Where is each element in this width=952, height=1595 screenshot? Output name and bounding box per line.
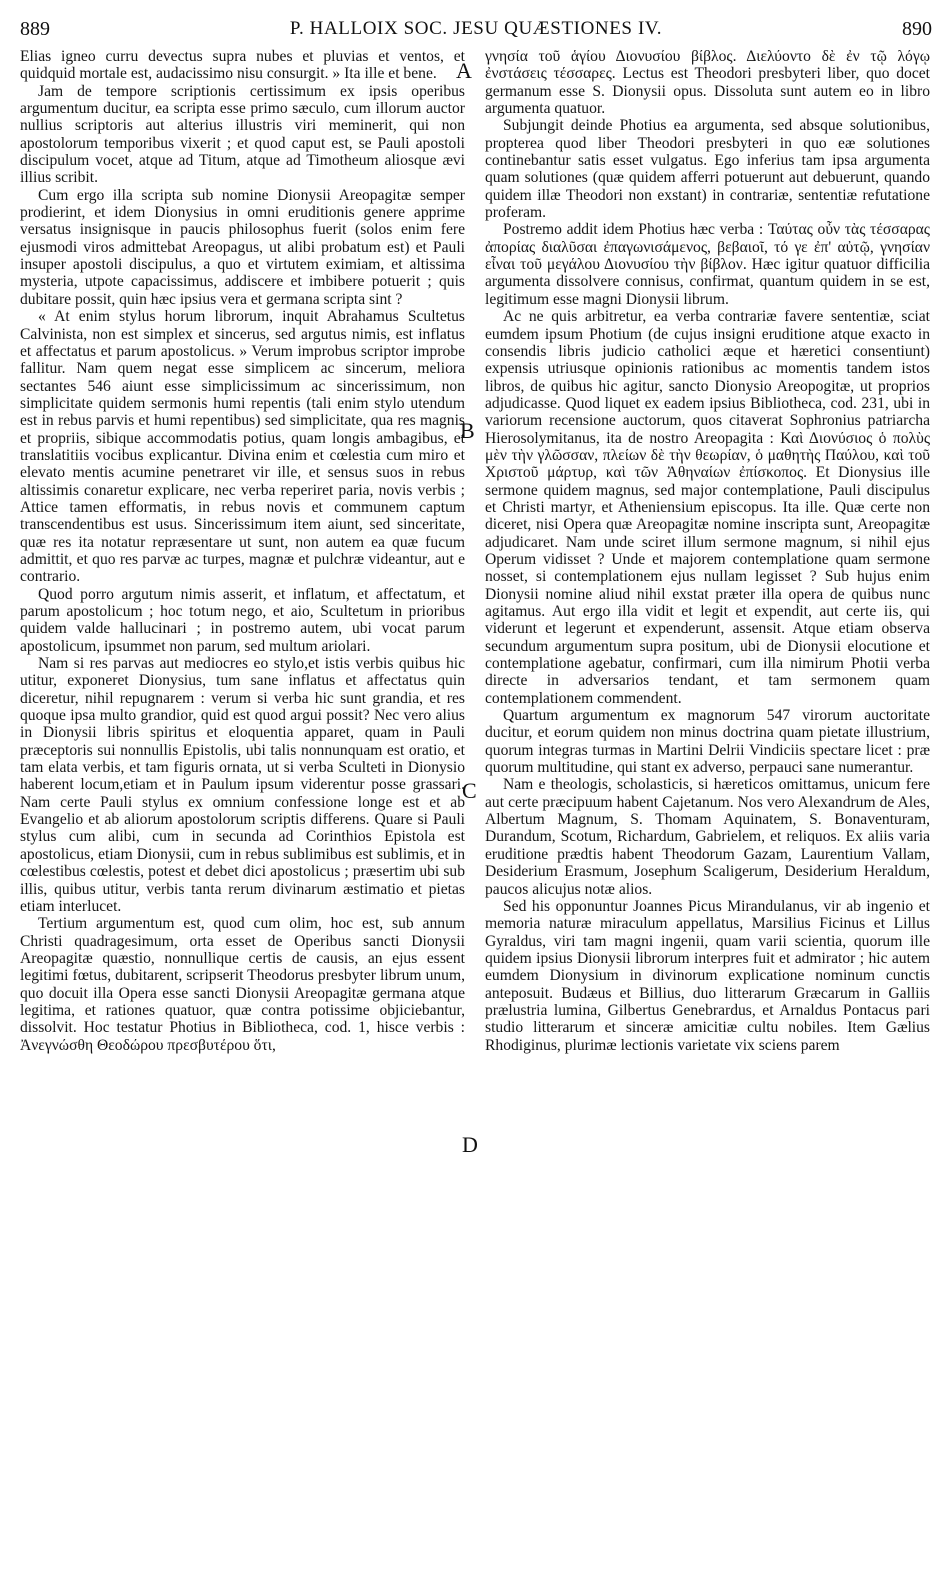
running-header (20, 18, 932, 44)
margin-marker-d: D (462, 1132, 478, 1157)
paragraph: « At enim stylus horum librorum, inquit Abrahamus Scultetus Calvinista, non est simplex et sincerus, sed argutus nimis, est inflatus et affectatus et parum apostolicus. » Verum improbus scriptor improbe fallitur. Nam quem negat esse simplicem ac sincerum, meliora sectantes 546 aiunt esse simplicissimum ac sincerissimum, non simplicitate quidem sermonis humi repentis (tali enim stylo utendum est in rebus parvis et humi repentibus) sed simplicitate, qua res magnis et propriis, sibique accommodatis potius, quam longis ambagibus, et translatitiis vocibus explicantur. Divina enim et cœlestia cum miro et elevato mentis acumine penetraret vir ille, et sensus suos in rebus altissimis conaretur explicare, nec verba reperiret paria, novis verbis ; Attice tamen efformatis, in rebus novis et communem captum transcendentibus est usus. Sincerissimum item aiunt, sed sinceritate, quæ res ita notatur repræsentare ut sunt, non autem ea quæ fucum admittit, et quo res parvæ ac turpes, magnæ et pulchræ videantur, aut e contrario. (20, 308, 465, 586)
paragraph: Subjungit deinde Photius ea argumenta, sed absque solutionibus, propterea quod liber Theodori presbyteri in quo eæ solutiones continebantur satis esset vulgatus. Ego inferius tam ipsa argumenta quam solutiones (quæ quidem afferri potuerunt aut debuerunt, quando quidem illæ Theodori non exstant) in contrariæ, sententiæ refutatione proferam. (485, 117, 930, 222)
paragraph: Elias igneo curru devectus supra nubes et pluvias et ventos, et quidquid mortale est, audacissimo nisu consurgit. » Ita ille et bene. (20, 48, 465, 83)
paragraph: Tertium argumentum est, quod cum olim, hoc est, sub annum Christi quadragesimum, orta esset de Operibus sancti Dionysii Areopagitæ quæstio, nonnullique certis de causis, an ejus essent legitimi fœtus, dubitarent, scripserit Theodorus presbyter librum unum, quo docuit illa Opera esse sancti Dionysii Areopagitæ germana atque legitima, et rationes quatuor, quæ contra potissime objiciebantur, dissolvit. Hoc testatur Photius in Bibliotheca, cod. 1, hisce verbis : Ἀνεγνώσθη Θεοδώρου πρεσβυτέρου ὅτι, (20, 915, 465, 1054)
left-page-number: 889 (20, 18, 50, 40)
margin-marker-a: A (456, 58, 472, 83)
margin-marker-c: C (462, 778, 477, 803)
paragraph: Nam e theologis, scholasticis, si hæreticos omittamus, unicum fere aut certe præcipuum habent Cajetanum. Nos vero Alexandrum de Ales, Albertum Magnum, S. Thomam Aquinatem, S. Bonaventuram, Durandum, Scotum, Richardum, Gabrielem, et reliquos. Ex aliis varia eruditione prædtis habent Theodorum Gazam, Laurentium Vallam, Desiderium Erasmum, Josephum Scaligerum, Desiderium Heraldum, paucos alicujus notæ alios. (485, 776, 930, 898)
right-page-number: 890 (902, 18, 932, 40)
paragraph: Nam si res parvas aut mediocres eo stylo,et istis verbis quibus hic utitur, exponeret Dionysius, tum sane inflatus et affectatus quin diceretur, nihil repugnarem : verum si verba hic sunt grandia, et res quoque ipsa multo grandior, quid est quod argui possit? Nec vero alius in Dionysii libris spiritus et eloquentia apparet, quam in Pauli præceptoris sui nonnullis Epistolis, ubi talis nonnunquam est oratio, et tam elata verbis, et tam figuris ornata, ut si verba Sculteti in Dionysio haberent locum,etiam et in Paulum ipsum viderentur posse grassari. Nam certe Pauli stylus ex omnium confessione longe est et ab Evangelio et ab aliorum apostolorum scriptis differens. Quare si Pauli stylus cum alibi, cum in secunda ad Corinthios Epistola est apostolicus, etiam Dionysii, cum in rebus sublimibus est sublimis, et in cœlestibus cœlestis, potest et debet dici apostolicus ; præsertim ubi sub illis, quibus utitur, verbis tanta rerum divinarum æstimatio et pietas etiam interlucet. (20, 655, 465, 915)
paragraph: Postremo addit idem Photius hæc verba : Ταύτας οὖν τὰς τέσσαρας ἀπορίας διαλῦσαι ἐπαγωνισάμενος, βεβαιοῖ, τό γε ἐπ' αὐτῷ, γνησίαν εἶναι τοῦ μεγάλου Διονυσίου τὴν βίβλον. Hæc igitur quatuor difficilia argumenta dissolvere connisus, confirmat, quantum quidem in se est, legitimum esse magni Dionysii librum. (485, 221, 930, 308)
paragraph: Jam de tempore scriptionis certissimum ex ipsis operibus argumentum ducitur, ea scripta esse primo sæculo, cum illorum auctor nullius scriptoris aut alterius illustris viri meminerit, qui non apostolorum temporibus vixerit ; et quod caput est, se Pauli apostoli discipulum vocet, atque ad Titum, atque ad Timotheum aliosque ævi illius scribit. (20, 82, 465, 187)
paragraph: Cum ergo illa scripta sub nomine Dionysii Areopagitæ semper prodierint, et idem Dionysius in omni eruditionis genere apprime versatus insignisque in paucis philosophus fuerit (solos enim fere ejusmodi viros admittebat Areopagus, ut alibi probatum est) et Pauli insuper apostoli discipulus, a quo et virtutem eximiam, et altissima mysteria, utpote capacissimus, addiscere et imbibere potuerit ; quis dubitare possit, quin hæc ipsius vera et germana scripta sint ? (20, 186, 465, 308)
paragraph: Sed his opponuntur Joannes Picus Mirandulanus, vir ab ingenio et memoria naturæ miraculum appellatus, Marsilius Ficinus et Lillus Gyraldus, viri tam magni ingenii, quam varii scientia, quorum ille quidem ipsius Dionysii librorum interpres fuit et admirator ; hic autem eumdem Dionysium in divinorum explicatione nominum cunctis anteposuit. Budæus et Billius, duo litterarum Græcarum in Galliis prælustria lumina, Gilbertus Genebrardus, et Arnaldus Pontacus pari studio litterarum et sinceræ amicitiæ cultu nobiles. Item Gælius Rhodiginus, plurimæ lectionis varietate vix sciens parem (485, 897, 930, 1054)
running-title: P. HALLOIX SOC. JESU QUÆSTIONES IV. (289, 18, 663, 39)
margin-marker-b: B (460, 418, 475, 443)
paragraph: Quartum argumentum ex magnorum 547 virorum auctoritate ducitur, et eorum quidem non minus doctrina quam pietate illustrium, quorum integras turmas in Martini Delrii Vindiciis spectare licet : præ quorum multitudine, qui stant ex adverso, perpauci sane numerantur. (485, 707, 930, 777)
left-column (20, 48, 465, 1573)
paragraph: Quod porro argutum nimis asserit, et inflatum, et affectatum, et parum apostolicum ; hoc totum nego, et aio, Scultetum in prioribus quidem valde hallucinari ; in postremo autem, ubi vocat parum apostolicum, ipsummet non parum, sed multum ariolari. (20, 585, 465, 655)
paragraph: Ac ne quis arbitretur, ea verba contrariæ favere sententiæ, sciat eumdem ipsum Photium (de cujus insigni eruditione atque exacto in consendis libris judicio catholici æque et hæretici consentiunt) expensis utriusque opinionis rationibus ac momentis tandem istos libros, de quibus hic agitur, sancto Dionysio Areopogitæ, ut proprios adjudicasse. Quod liquet ex eadem ipsius Bibliotheca, cod. 231, ubi in variorum recensione auctorum, quos citaverat Sophronius patriarcha Hierosolymitanus, ita de nostro Areopagita : Καὶ Διονύσιος ὁ πολὺς μὲν τὴν γλῶσσαν, πλείων δὲ τὴν θεωρίαν, ὁ μαθητὴς Παύλου, καὶ τοῦ Χριστοῦ μάρτυρ, καὶ τῶν Ἀθηναίων ἐπίσκοπος. Et Dionysius ille sermone quidem magnus, sed major contemplatione, Pauli discipulus et Christi martyr, et Atheniensium episcopus. Ita ille. Quæ certe non diceret, nisi Opera quæ Areopagitæ nomine inscripta sunt, Areopagitæ adjudicaret. Nam unde sciret illum sermone magnum, si nihil ejus Operum vidisset ? Unde et majorem contemplatione quam sermone nosset, si contemplationem ejus nullam legisset ? Sub hujus enim Dionysii nomine aliud nihil exstat præter illa opera de quibus nunc agitamus. Aut ergo illa vidit et legit et expendit, aut certe iis, qui viderunt et legerunt et expenderunt, assensit. Atque etiam observa secundum argumentum supra positum, ubi de Dionysii elocutione et contemplatione agebatur, confirmari, cum illa nimirum Photii verba directe in adversarios tendant, et tam sermonem quam contemplationem commendent. (485, 308, 930, 707)
paragraph: γνησία τοῦ ἁγίου Διονυσίου βίβλος. Διελύοντο δὲ ἐν τῷ λόγῳ ἐνστάσεις τέσσαρες. Lectus est Theodori presbyteri liber, quo docet germanum esse S. Dionysii opus. Dissoluta sunt autem eo in libro argumenta quatuor. (485, 48, 930, 118)
right-column (485, 48, 930, 1573)
